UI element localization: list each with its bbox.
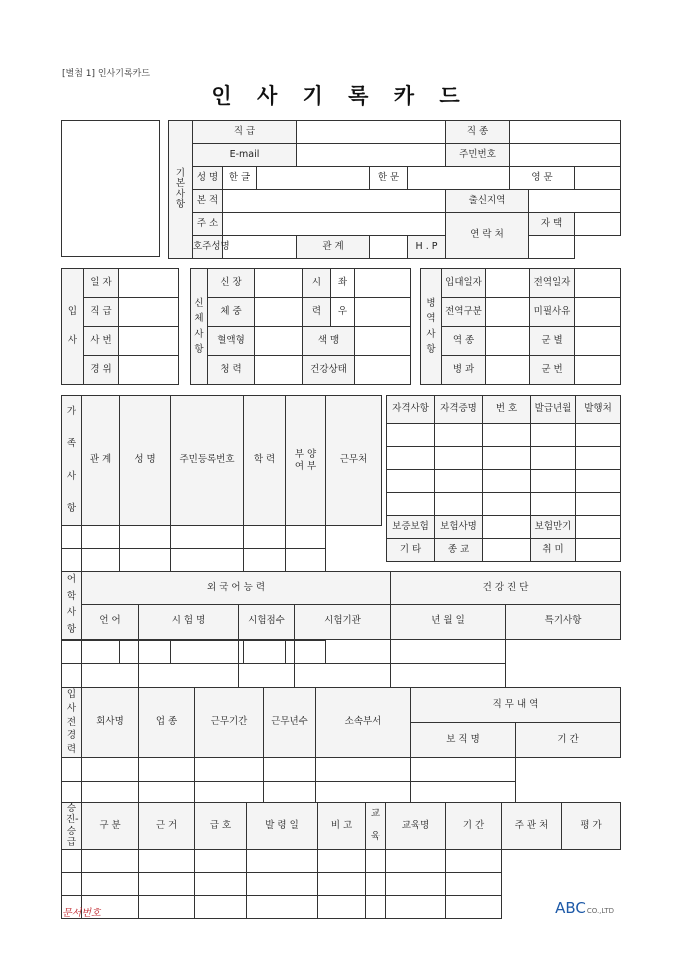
education-cell[interactable] <box>366 895 386 918</box>
language-cell[interactable] <box>391 663 506 687</box>
service-type-label: 역 종 <box>442 327 486 356</box>
email-label: E-mail <box>193 144 297 167</box>
qual-cell[interactable] <box>435 493 483 516</box>
family-section-label: 가족사항 <box>62 396 82 526</box>
rank-field[interactable] <box>297 121 446 144</box>
discharge-type-field[interactable] <box>486 298 530 327</box>
health-status-label: 건강상태 <box>303 356 355 385</box>
qual-cell[interactable] <box>435 424 483 447</box>
promotion-cell[interactable] <box>62 849 82 872</box>
language-cell[interactable] <box>62 639 82 663</box>
religion-label: 종 교 <box>435 539 483 562</box>
career-cell[interactable] <box>411 757 516 781</box>
promotion-cell[interactable] <box>82 872 139 895</box>
relation-label: 관 계 <box>297 236 370 259</box>
career-col-header: 근무기간 <box>195 688 264 758</box>
duty-sub-header: 보 직 명 <box>411 722 516 757</box>
career-col-header: 업 종 <box>139 688 195 758</box>
hobby-field[interactable] <box>576 539 621 562</box>
duty-header: 직 무 내 역 <box>411 688 621 723</box>
career-cell[interactable] <box>195 757 264 781</box>
corps-label: 병 과 <box>442 356 486 385</box>
english-label: 영 문 <box>510 167 575 190</box>
annex-label: [별첨 1] 인사기록카드 <box>62 69 151 79</box>
language-cell[interactable] <box>82 639 139 663</box>
rank-label: 직 급 <box>193 121 297 144</box>
corps-field[interactable] <box>486 356 530 385</box>
vision-label-2: 력 <box>303 298 331 327</box>
qual-cell[interactable] <box>531 470 576 493</box>
qual-cell[interactable] <box>576 493 621 516</box>
family-cell[interactable] <box>286 526 326 549</box>
vision-right-field[interactable] <box>355 298 411 327</box>
qual-cell[interactable] <box>483 493 531 516</box>
entry-rank-field[interactable] <box>119 298 179 327</box>
insurer-name-label: 보험사명 <box>435 516 483 539</box>
insurance-expiry-field[interactable] <box>576 516 621 539</box>
family-col-header: 관 계 <box>82 396 120 526</box>
promotion-cell[interactable] <box>195 872 247 895</box>
discharge-date-label: 전역일자 <box>530 269 575 298</box>
qual-col-header: 자격증명 <box>435 396 483 424</box>
education-col-header: 주 관 처 <box>502 803 562 850</box>
language-col-header: 시험기관 <box>295 604 391 639</box>
householder-label: 호주성명 <box>193 236 223 259</box>
hp-field[interactable] <box>529 236 575 259</box>
weight-label: 체 중 <box>208 298 255 327</box>
qual-col-header: 자격사항 <box>387 396 435 424</box>
householder-field[interactable] <box>223 236 297 259</box>
promotion-cell[interactable] <box>247 849 318 872</box>
military-table <box>420 268 621 385</box>
body-table <box>190 268 411 385</box>
vision-left-field[interactable] <box>355 269 411 298</box>
language-cell[interactable] <box>295 663 391 687</box>
religion-field[interactable] <box>483 539 531 562</box>
guarantee-insurance-label: 보증보험 <box>387 516 435 539</box>
qual-cell[interactable] <box>576 470 621 493</box>
family-cell[interactable] <box>82 549 120 572</box>
entry-rank-label: 직 급 <box>84 298 119 327</box>
education-cell[interactable] <box>446 849 502 872</box>
promotion-cell[interactable] <box>139 895 195 918</box>
family-cell[interactable] <box>120 526 171 549</box>
education-cell[interactable] <box>318 895 366 918</box>
education-cell[interactable] <box>366 872 386 895</box>
entry-route-label: 경 위 <box>84 356 119 385</box>
education-section-label: 교육 <box>366 803 386 850</box>
hearing-label: 청 력 <box>208 356 255 385</box>
enlist-date-label: 입대일자 <box>442 269 486 298</box>
height-label: 신 장 <box>208 269 255 298</box>
body-section-label: 신체사항 <box>191 269 208 385</box>
hobby-label: 취 미 <box>531 539 576 562</box>
resident-no-label: 주민번호 <box>446 144 510 167</box>
family-col-header: 부 양 여 부 <box>286 396 326 526</box>
qual-cell[interactable] <box>387 470 435 493</box>
hanja-name-field[interactable] <box>408 167 510 190</box>
family-cell[interactable] <box>62 549 82 572</box>
emp-no-field[interactable] <box>119 327 179 356</box>
education-col-header: 평 가 <box>562 803 621 850</box>
education-cell[interactable] <box>386 872 446 895</box>
health-status-field[interactable] <box>355 356 411 385</box>
career-cell[interactable] <box>316 757 411 781</box>
origin-label: 본 적 <box>193 190 223 213</box>
height-field[interactable] <box>255 269 303 298</box>
family-cell[interactable] <box>171 526 244 549</box>
qual-cell[interactable] <box>387 424 435 447</box>
job-type-label: 직 종 <box>446 121 510 144</box>
career-cell[interactable] <box>264 757 316 781</box>
qualification-table <box>386 395 621 562</box>
family-col-header: 주민등록번호 <box>171 396 244 526</box>
career-col-header: 회사명 <box>82 688 139 758</box>
health-col-header: 특기사항 <box>506 604 621 639</box>
language-cell[interactable] <box>62 663 82 687</box>
education-cell[interactable] <box>366 849 386 872</box>
qual-cell[interactable] <box>576 424 621 447</box>
logo-text: ABC <box>555 899 586 917</box>
education-cell[interactable] <box>386 895 446 918</box>
job-type-field[interactable] <box>510 121 621 144</box>
other-label: 기 타 <box>387 539 435 562</box>
discharge-type-label: 전역구분 <box>442 298 486 327</box>
qual-cell[interactable] <box>483 424 531 447</box>
army-label: 군 별 <box>530 327 575 356</box>
vision-left-label: 좌 <box>331 269 355 298</box>
qual-cell[interactable] <box>435 447 483 470</box>
home-tel-field[interactable] <box>575 213 621 236</box>
language-col-header: 언 어 <box>82 604 139 639</box>
language-cell[interactable] <box>139 663 239 687</box>
education-cell[interactable] <box>318 849 366 872</box>
promotion-cell[interactable] <box>82 849 139 872</box>
promotion-cell[interactable] <box>247 872 318 895</box>
army-field[interactable] <box>575 327 621 356</box>
health-col-header: 년 월 일 <box>391 604 506 639</box>
language-cell[interactable] <box>82 663 139 687</box>
address-label: 주 소 <box>193 213 223 236</box>
qual-col-header: 발급년월 <box>531 396 576 424</box>
promotion-col-header: 급 호 <box>195 803 247 850</box>
foreign-language-header: 외 국 어 능 력 <box>82 572 391 605</box>
relation-field[interactable] <box>370 236 408 259</box>
vision-right-label: 우 <box>331 298 355 327</box>
hangul-label: 한 글 <box>223 167 257 190</box>
birthplace-label: 출신지역 <box>446 190 529 213</box>
entry-route-field[interactable] <box>119 356 179 385</box>
qual-cell[interactable] <box>387 447 435 470</box>
service-no-field[interactable] <box>575 356 621 385</box>
education-cell[interactable] <box>446 895 502 918</box>
qual-cell[interactable] <box>387 493 435 516</box>
qual-cell[interactable] <box>483 447 531 470</box>
promotion-col-header: 비 고 <box>318 803 366 850</box>
career-cell[interactable] <box>139 757 195 781</box>
insurer-name-field[interactable] <box>483 516 531 539</box>
promotion-table <box>61 802 621 919</box>
service-type-field[interactable] <box>486 327 530 356</box>
basic-section-label: 기본사항 <box>169 121 193 259</box>
family-cell[interactable] <box>120 549 171 572</box>
career-section-label: 입사전경력 <box>62 688 82 758</box>
language-section-label: 어학사항 <box>62 572 82 640</box>
contact-label: 연 락 처 <box>446 213 529 259</box>
family-cell[interactable] <box>244 549 286 572</box>
promotion-col-header: 구 분 <box>82 803 139 850</box>
qual-cell[interactable] <box>435 470 483 493</box>
health-check-header: 건 강 진 단 <box>391 572 621 605</box>
language-cell[interactable] <box>239 639 295 663</box>
military-section-label: 병역사항 <box>421 269 442 385</box>
company-logo <box>555 899 614 917</box>
family-col-header: 학 력 <box>244 396 286 526</box>
entry-date-field[interactable] <box>119 269 179 298</box>
emp-no-label: 사 번 <box>84 327 119 356</box>
insurance-expiry-label: 보험만기 <box>531 516 576 539</box>
vision-label: 시 <box>303 269 331 298</box>
family-col-header: 근무처 <box>326 396 382 526</box>
page-title: 인 사 기 록 카 드 <box>211 84 469 108</box>
logo-suffix: CO.,LTD <box>586 907 614 915</box>
photo-box[interactable] <box>61 120 160 257</box>
qual-cell[interactable] <box>483 470 531 493</box>
family-cell[interactable] <box>286 549 326 572</box>
basic-info-table <box>168 120 621 259</box>
exempt-reason-label: 미필사유 <box>530 298 575 327</box>
document-number-label: 문서번호 <box>62 908 101 919</box>
exempt-reason-field[interactable] <box>575 298 621 327</box>
origin-field[interactable] <box>223 190 446 213</box>
home-tel-label: 자 택 <box>529 213 575 236</box>
name-label: 성 명 <box>193 167 223 190</box>
blood-field[interactable] <box>255 327 303 356</box>
hangul-name-field[interactable] <box>257 167 370 190</box>
career-col-header: 근무년수 <box>264 688 316 758</box>
language-col-header: 시험점수 <box>239 604 295 639</box>
entry-section-label: 입사 <box>62 269 84 385</box>
qual-col-header: 번 호 <box>483 396 531 424</box>
discharge-date-field[interactable] <box>575 269 621 298</box>
qual-cell[interactable] <box>531 424 576 447</box>
duty-sub-header: 기 간 <box>516 722 621 757</box>
promotion-cell[interactable] <box>139 872 195 895</box>
service-no-label: 군 번 <box>530 356 575 385</box>
hp-label: H . P <box>408 236 446 259</box>
color-blind-field[interactable] <box>355 327 411 356</box>
language-cell[interactable] <box>295 639 391 663</box>
qual-col-header: 발행처 <box>576 396 621 424</box>
promotion-cell[interactable] <box>139 849 195 872</box>
education-col-header: 교육명 <box>386 803 446 850</box>
qual-cell[interactable] <box>576 447 621 470</box>
blood-label: 혈액형 <box>208 327 255 356</box>
hanja-label: 한 문 <box>370 167 408 190</box>
entry-date-label: 일 자 <box>84 269 119 298</box>
language-cell[interactable] <box>391 639 506 663</box>
weight-field[interactable] <box>255 298 303 327</box>
hearing-field[interactable] <box>255 356 303 385</box>
education-cell[interactable] <box>318 872 366 895</box>
promotion-cell[interactable] <box>247 895 318 918</box>
family-cell[interactable] <box>244 526 286 549</box>
entry-table <box>61 268 179 385</box>
qual-cell[interactable] <box>531 493 576 516</box>
family-cell[interactable] <box>82 526 120 549</box>
career-col-header: 소속부서 <box>316 688 411 758</box>
resident-no-field[interactable] <box>510 144 621 167</box>
english-name-field[interactable] <box>575 167 621 190</box>
promotion-col-header: 발 령 일 <box>247 803 318 850</box>
language-cell[interactable] <box>239 663 295 687</box>
education-cell[interactable] <box>446 872 502 895</box>
family-cell[interactable] <box>62 526 82 549</box>
email-field[interactable] <box>297 144 446 167</box>
language-cell[interactable] <box>139 639 239 663</box>
education-col-header: 기 간 <box>446 803 502 850</box>
family-cell[interactable] <box>171 549 244 572</box>
promotion-col-header: 근 거 <box>139 803 195 850</box>
career-cell[interactable] <box>62 757 82 781</box>
promotion-cell[interactable] <box>62 872 82 895</box>
qual-cell[interactable] <box>531 447 576 470</box>
color-blind-label: 색 맹 <box>303 327 355 356</box>
promotion-cell[interactable] <box>195 895 247 918</box>
enlist-date-field[interactable] <box>486 269 530 298</box>
promotion-cell[interactable] <box>195 849 247 872</box>
birthplace-field[interactable] <box>529 190 621 213</box>
career-cell[interactable] <box>82 757 139 781</box>
address-field[interactable] <box>223 213 446 236</box>
language-col-header: 시 험 명 <box>139 604 239 639</box>
family-col-header: 성 명 <box>120 396 171 526</box>
promotion-section-label: 승진-승급 <box>62 803 82 850</box>
education-cell[interactable] <box>386 849 446 872</box>
